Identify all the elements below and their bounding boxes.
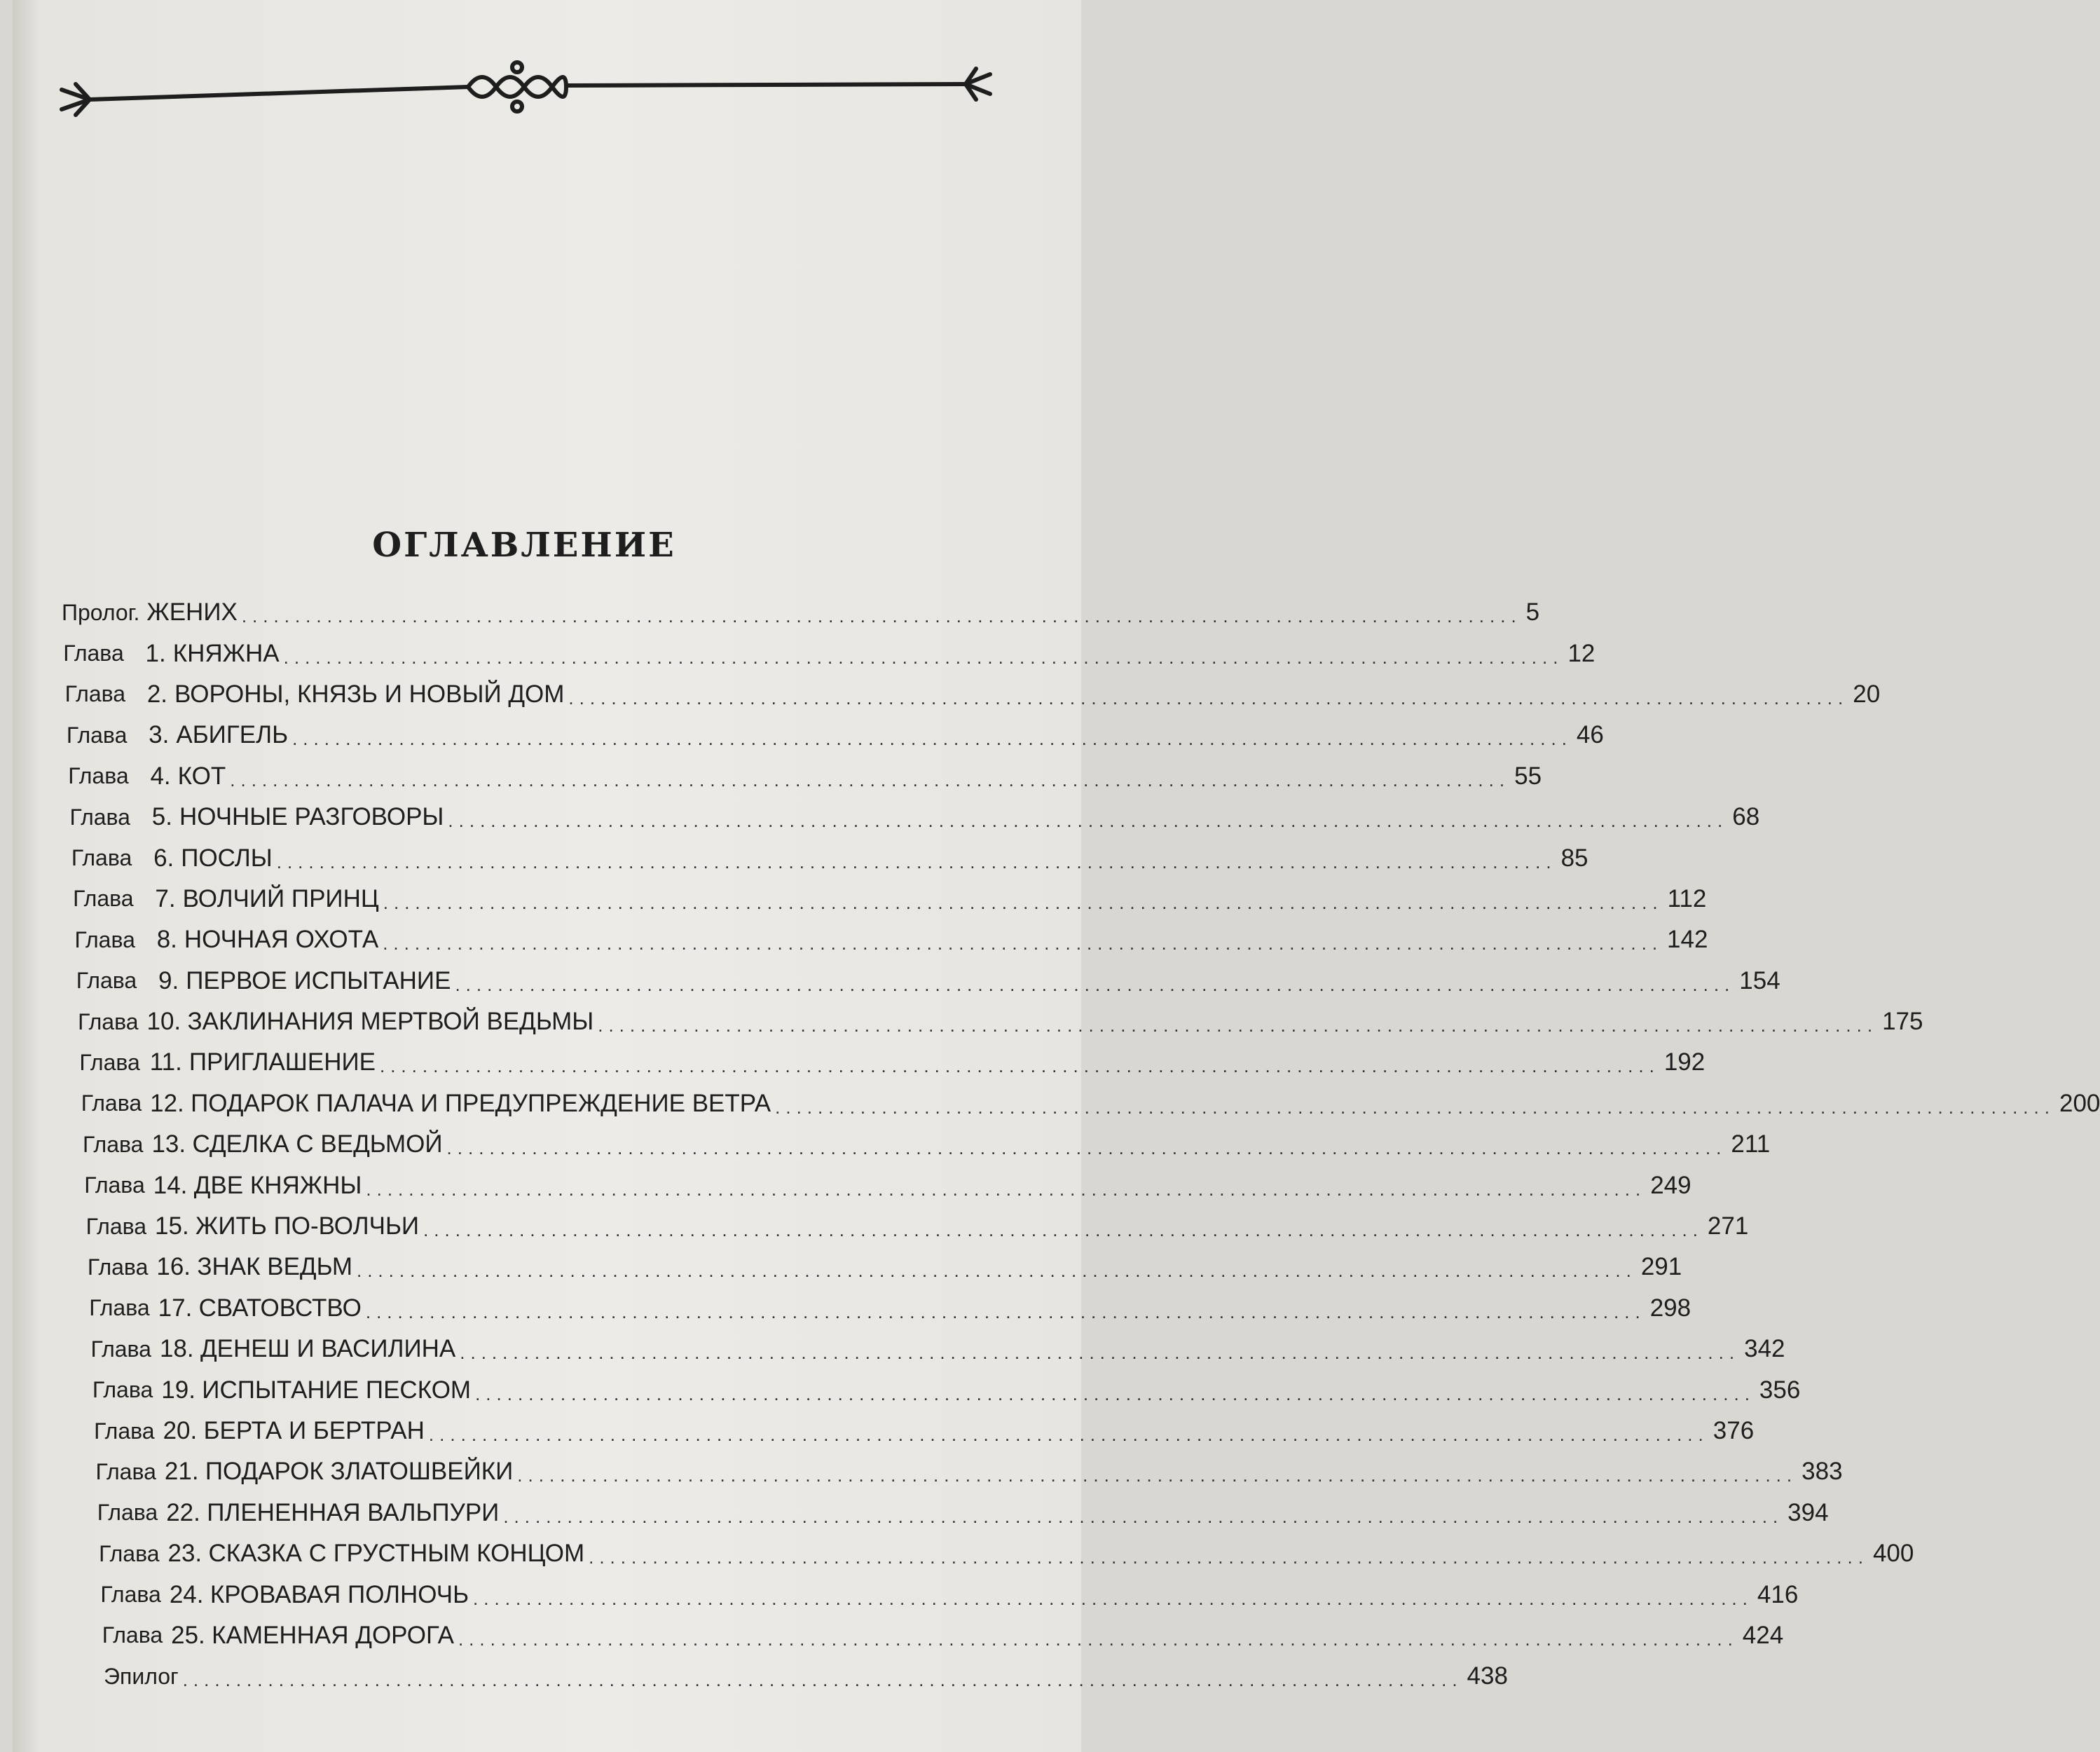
chapter-number: 4.: [150, 762, 171, 790]
entry-label: Глава: [74, 926, 135, 952]
chapter-title: ПОСЛЫ: [181, 844, 273, 872]
chapter-title: КНЯЖНА: [172, 639, 280, 667]
chapter-number: 12.: [150, 1089, 184, 1117]
page-number: 400: [1872, 1540, 1914, 1568]
entry-label: Глава: [71, 845, 132, 871]
entry-label: Глава: [73, 886, 134, 912]
chapter-title: ПРИГЛАШЕНИЕ: [188, 1048, 376, 1076]
chapter-number: 18.: [159, 1335, 194, 1363]
page-number: 142: [1667, 926, 1708, 954]
chapter-title: КАМЕННАЯ ДОРОГА: [212, 1621, 454, 1649]
dot-leader: ........................................................................................................................: [283, 646, 1564, 668]
page-number: 200: [2059, 1089, 2100, 1117]
dot-leader: ........................................................................................................................: [182, 1669, 1463, 1691]
page-number: 68: [1732, 803, 1760, 831]
toc-entry: [13, 674, 1881, 715]
chapter-number: 3.: [149, 721, 170, 749]
entry-label: Эпилог: [104, 1663, 179, 1689]
dot-leader: ........................................................................................................................: [473, 1587, 1753, 1609]
entry-label: Глава: [81, 1090, 142, 1116]
chapter-number: 19.: [161, 1376, 195, 1404]
dot-leader: ........................................................................................................................: [568, 687, 1849, 709]
toc-entry: [13, 1411, 1755, 1451]
dot-leader: ........................................................................................................................: [356, 1260, 1637, 1282]
toc-entry: [13, 1369, 1801, 1410]
chapter-title: ЗАКЛИНАНИЯ МЕРТВОЙ ВЕДЬМЫ: [187, 1008, 594, 1036]
entry-label: Глава: [97, 1500, 158, 1526]
chapter-title: ПЛЕНЕННАЯ ВАЛЬПУРИ: [207, 1498, 500, 1526]
toc-entry: [13, 1165, 1691, 1205]
chapter-title: ИСПЫТАНИЕ ПЕСКОМ: [202, 1376, 472, 1404]
page-title: ОГЛАВЛЕНИЕ: [372, 526, 676, 565]
chapter-number: 7.: [155, 884, 176, 912]
chapter-number: 10.: [146, 1008, 181, 1036]
entry-label: Глава: [79, 1049, 140, 1075]
page-number: 342: [1744, 1335, 1785, 1363]
dot-leader: ........................................................................................................................: [230, 769, 1511, 791]
dot-leader: ........................................................................................................................: [460, 1342, 1741, 1364]
page-number: 249: [1650, 1171, 1691, 1199]
entry-label: Глава: [99, 1540, 160, 1566]
chapter-title: ЖЕНИХ: [146, 598, 238, 627]
chapter-title: АБИГЕЛЬ: [176, 721, 289, 749]
chapter-title: КРОВАВАЯ ПОЛНОЧЬ: [210, 1580, 469, 1608]
page-number: 85: [1560, 844, 1588, 872]
table-of-contents: [13, 592, 2100, 1697]
chapter-number: 9.: [158, 966, 179, 994]
chapter-number: 8.: [156, 926, 177, 954]
dot-leader: ........................................................................................................................: [383, 933, 1663, 954]
chapter-number: 5.: [151, 803, 172, 831]
toc-entry: [13, 879, 1707, 919]
page-number: 291: [1640, 1253, 1682, 1281]
toc-entry: [13, 1533, 1914, 1574]
dot-leader: ........................................................................................................................: [475, 1383, 1755, 1404]
page-number: 271: [1707, 1212, 1749, 1240]
toc-entry: [13, 837, 1588, 878]
dot-leader: ........................................................................................................................: [383, 891, 1663, 913]
chapter-title: КОТ: [177, 762, 226, 790]
toc-entry: [13, 1574, 1799, 1615]
entry-label: Глава: [87, 1254, 149, 1280]
chapter-number: 25.: [171, 1621, 205, 1649]
dot-leader: ........................................................................................................................: [423, 1219, 1703, 1241]
chapter-number: 24.: [169, 1580, 204, 1608]
page-number: 154: [1739, 966, 1780, 994]
chapter-title: СКАЗКА С ГРУСТНЫМ КОНЦОМ: [208, 1540, 585, 1568]
chapter-title: ПЕРВОЕ ИСПЫТАНИЕ: [186, 966, 451, 994]
entry-label: Глава: [85, 1213, 147, 1239]
page-number: 55: [1514, 762, 1542, 790]
toc-entry: [13, 1124, 1771, 1165]
dot-leader: ........................................................................................................................: [276, 851, 1557, 872]
toc-entry: [13, 1493, 1829, 1533]
page-number: 112: [1667, 884, 1707, 912]
entry-label: Глава: [66, 722, 128, 748]
toc-entry: [13, 756, 1542, 797]
entry-label: Глава: [83, 1131, 144, 1157]
dot-leader: ........................................................................................................................: [448, 810, 1729, 832]
toc-entry: [13, 1083, 2100, 1124]
page-number: 383: [1802, 1458, 1843, 1486]
chapter-title: ПОДАРОК ЗЛАТОШВЕЙКИ: [205, 1458, 514, 1486]
entry-label: Пролог.: [62, 599, 140, 625]
chapter-number: 16.: [156, 1253, 191, 1281]
page-number: 192: [1663, 1048, 1706, 1076]
page-number: 356: [1759, 1376, 1801, 1404]
toc-entry: [13, 1656, 1508, 1697]
chapter-number: 21.: [164, 1458, 199, 1486]
dot-leader: ........................................................................................................................: [379, 1055, 1660, 1077]
chapter-number: 15.: [155, 1212, 189, 1240]
page-number: 20: [1853, 680, 1881, 708]
toc-entry: [13, 1288, 1691, 1329]
toc-entry: [13, 592, 1540, 633]
dot-leader: ........................................................................................................................: [458, 1628, 1738, 1650]
chapter-number: 2.: [146, 680, 168, 708]
book-page: [13, 0, 2100, 1752]
dot-leader: ........................................................................................................................: [775, 1096, 2055, 1118]
page-number: 211: [1731, 1130, 1771, 1158]
toc-entry: [13, 1206, 1749, 1247]
chapter-title: НОЧНАЯ ОХОТА: [184, 926, 379, 954]
toc-entry: [13, 1001, 1923, 1042]
chapter-title: ЗНАК ВЕДЬМ: [197, 1253, 352, 1281]
dot-leader: ........................................................................................................................: [365, 1301, 1646, 1322]
chapter-title: ДЕНЕШ И ВАСИЛИНА: [200, 1335, 456, 1363]
entry-label: Глава: [89, 1295, 150, 1321]
entry-label: Глава: [68, 763, 129, 789]
entry-label: Глава: [94, 1418, 155, 1444]
page-number: 424: [1742, 1621, 1784, 1649]
toc-entry: [13, 1247, 1682, 1287]
page-number: 5: [1525, 598, 1540, 627]
toc-entry: [13, 797, 1760, 837]
chapter-number: 20.: [163, 1417, 198, 1444]
page-number: 376: [1713, 1417, 1755, 1444]
page-number: 12: [1567, 639, 1595, 667]
chapter-title: НОЧНЫЕ РАЗГОВОРЫ: [179, 803, 444, 831]
entry-label: Глава: [78, 1008, 139, 1034]
page-number: 46: [1576, 721, 1604, 749]
chapter-number: 1.: [145, 639, 166, 667]
chapter-title: ЖИТЬ ПО-ВОЛЧЬИ: [195, 1212, 420, 1240]
chapter-number: 13.: [151, 1130, 186, 1158]
chapter-number: 6.: [153, 844, 174, 872]
toc-entry: [13, 633, 1595, 673]
entry-label: Глава: [63, 641, 124, 666]
entry-label: Глава: [90, 1336, 151, 1362]
page-number: 438: [1467, 1662, 1508, 1690]
dot-leader: ........................................................................................................................: [292, 728, 1572, 750]
chapter-title: СВАТОВСТВО: [198, 1294, 362, 1322]
entry-label: Глава: [69, 804, 130, 830]
dot-leader: ........................................................................................................................: [517, 1465, 1798, 1486]
chapter-title: ПОДАРОК ПАЛАЧА И ПРЕДУПРЕЖДЕНИЕ ВЕТРА: [191, 1089, 771, 1117]
toc-entry: [13, 1042, 1706, 1083]
knot-ornament-icon: [48, 56, 1015, 126]
entry-label: Глава: [95, 1458, 156, 1484]
chapter-title: ВОЛЧИЙ ПРИНЦ: [182, 884, 379, 912]
chapter-number: 17.: [158, 1294, 193, 1322]
chapter-title: ВОРОНЫ, КНЯЗЬ И НОВЫЙ ДОМ: [174, 680, 565, 708]
chapter-number: 14.: [153, 1171, 188, 1199]
dot-leader: ........................................................................................................................: [428, 1424, 1709, 1445]
toc-entry: [13, 1451, 1843, 1492]
dot-leader: ........................................................................................................................: [455, 973, 1736, 995]
toc-entry: [13, 1615, 1784, 1656]
page-number: 416: [1757, 1580, 1799, 1608]
chapter-number: 22.: [166, 1498, 200, 1526]
dot-leader: ........................................................................................................................: [589, 1547, 1869, 1568]
toc-entry: [13, 715, 1604, 755]
page-number: 175: [1882, 1008, 1923, 1036]
toc-entry: [13, 1329, 1785, 1369]
entry-label: Глава: [92, 1377, 153, 1403]
entry-label: Глава: [84, 1172, 145, 1198]
dot-leader: ........................................................................................................................: [366, 1178, 1647, 1200]
dot-leader: ........................................................................................................................: [241, 605, 1522, 627]
entry-label: Глава: [100, 1582, 161, 1608]
entry-label: Глава: [64, 681, 126, 707]
chapter-number: 11.: [149, 1048, 182, 1076]
dot-leader: ........................................................................................................................: [598, 1015, 1879, 1036]
chapter-title: БЕРТА И БЕРТРАН: [203, 1417, 425, 1444]
chapter-title: СДЕЛКА С ВЕДЬМОЙ: [192, 1130, 443, 1158]
page-number: 298: [1649, 1294, 1691, 1322]
dot-leader: ........................................................................................................................: [446, 1137, 1727, 1159]
chapter-title: ДВЕ КНЯЖНЫ: [193, 1171, 362, 1199]
entry-label: Глава: [102, 1622, 163, 1648]
page-number: 394: [1787, 1498, 1829, 1526]
toc-entry: [13, 919, 1708, 960]
toc-entry: [13, 961, 1780, 1001]
chapter-number: 23.: [167, 1540, 203, 1568]
entry-label: Глава: [76, 968, 137, 994]
dot-leader: ........................................................................................................................: [503, 1505, 1784, 1527]
